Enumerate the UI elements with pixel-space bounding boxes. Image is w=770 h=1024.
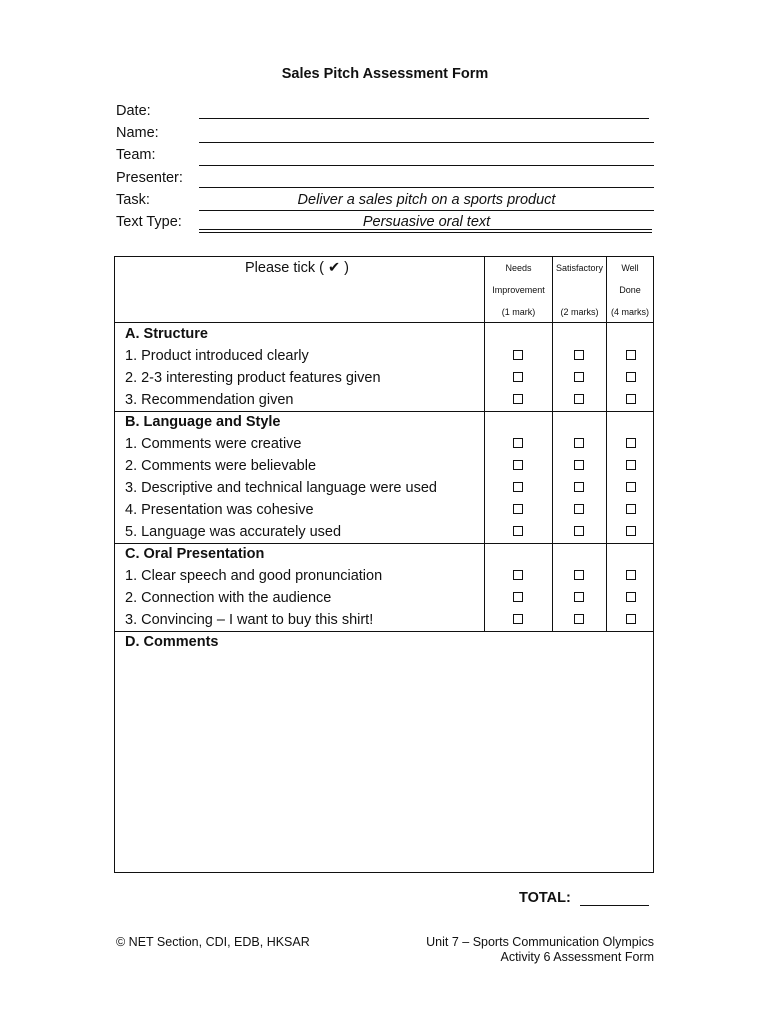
team-label: Team:: [116, 147, 156, 163]
checkbox-well-done[interactable]: [626, 372, 636, 382]
assessment-table: [114, 256, 654, 873]
criterion-item: 4. Presentation was cohesive: [125, 502, 314, 518]
checkbox-well-done[interactable]: [626, 350, 636, 360]
checkbox-satisfactory[interactable]: [574, 438, 584, 448]
date-field[interactable]: [199, 118, 649, 119]
total-field[interactable]: [580, 905, 649, 906]
task-label: Task:: [116, 192, 150, 208]
column-header-marks: (1 mark): [501, 307, 536, 317]
row-divider: [115, 631, 653, 632]
footer-unit-info: [426, 935, 654, 965]
footer-unit-title: Unit 7 – Sports Communication Olympics: [426, 935, 654, 949]
task-field[interactable]: [199, 210, 654, 211]
checkbox-satisfactory[interactable]: [574, 372, 584, 382]
column-header-line2: Improvement: [492, 285, 545, 295]
checkbox-needs-improvement[interactable]: [513, 504, 523, 514]
row-divider: [115, 543, 653, 544]
checkbox-needs-improvement[interactable]: [513, 614, 523, 624]
checkbox-well-done[interactable]: [626, 394, 636, 404]
criterion-item: 1. Product introduced clearly: [125, 348, 309, 364]
checkbox-needs-improvement[interactable]: [513, 438, 523, 448]
checkbox-needs-improvement[interactable]: [513, 460, 523, 470]
footer-activity-title: Activity 6 Assessment Form: [500, 950, 654, 964]
presenter-label: Presenter:: [116, 170, 183, 186]
checkbox-needs-improvement[interactable]: [513, 592, 523, 602]
row-divider: [115, 411, 653, 412]
name-label: Name:: [116, 125, 159, 141]
column-header-line1: Needs: [505, 263, 532, 273]
column-header-line1: Well: [621, 263, 639, 273]
checkbox-needs-improvement[interactable]: [513, 350, 523, 360]
name-field[interactable]: [199, 142, 654, 143]
please-tick-instruction: Please tick ( ✔ ): [245, 260, 350, 276]
checkbox-well-done[interactable]: [626, 526, 636, 536]
checkbox-well-done[interactable]: [626, 570, 636, 580]
column-header-satisfactory: [553, 257, 606, 323]
criterion-item: 3. Descriptive and technical language were used: [125, 480, 437, 496]
checkbox-satisfactory[interactable]: [574, 504, 584, 514]
column-header-line2: Done: [619, 285, 641, 295]
checkbox-needs-improvement[interactable]: [513, 372, 523, 382]
checkbox-needs-improvement[interactable]: [513, 570, 523, 580]
checkbox-satisfactory[interactable]: [574, 526, 584, 536]
criterion-item: 2. Comments were believable: [125, 458, 317, 474]
checkbox-well-done[interactable]: [626, 460, 636, 470]
criterion-item: 2. Connection with the audience: [125, 590, 332, 606]
criterion-item: 1. Comments were creative: [125, 436, 302, 452]
column-header-marks: (4 marks): [611, 307, 649, 317]
text-type-value: Persuasive oral text: [362, 214, 491, 230]
form-title: Sales Pitch Assessment Form: [281, 66, 489, 82]
checkbox-satisfactory[interactable]: [574, 350, 584, 360]
total-label: TOTAL:: [519, 890, 571, 906]
column-header-marks: (2 marks): [560, 307, 599, 317]
checkbox-well-done[interactable]: [626, 592, 636, 602]
section-title-language-and-style: B. Language and Style: [125, 414, 281, 430]
checkbox-well-done[interactable]: [626, 482, 636, 492]
criterion-item: 1. Clear speech and good pronunciation: [125, 568, 383, 584]
criterion-item: 3. Recommendation given: [125, 392, 294, 408]
date-label: Date:: [116, 103, 151, 119]
task-value: Deliver a sales pitch on a sports product: [297, 192, 556, 208]
checkbox-satisfactory[interactable]: [574, 460, 584, 470]
section-title-oral-presentation: C. Oral Presentation: [125, 546, 265, 562]
checkbox-well-done[interactable]: [626, 438, 636, 448]
checkbox-satisfactory[interactable]: [574, 394, 584, 404]
criterion-item: 5. Language was accurately used: [125, 524, 342, 540]
text-type-field[interactable]: [199, 229, 652, 233]
footer-copyright: © NET Section, CDI, EDB, HKSAR: [116, 935, 310, 949]
checkbox-well-done[interactable]: [626, 614, 636, 624]
checkbox-well-done[interactable]: [626, 504, 636, 514]
comments-area[interactable]: [116, 655, 652, 870]
text-type-label: Text Type:: [116, 214, 182, 230]
column-header-line1: Satisfactory: [555, 263, 604, 273]
team-field[interactable]: [199, 165, 654, 166]
presenter-field[interactable]: [199, 187, 654, 188]
column-header-well-done: [607, 257, 653, 323]
checkbox-needs-improvement[interactable]: [513, 482, 523, 492]
criterion-item: 3. Convincing – I want to buy this shirt!: [125, 612, 374, 628]
column-header-needs-improvement: [485, 257, 552, 323]
criterion-item: 2. 2-3 interesting product features given: [125, 370, 381, 386]
checkbox-satisfactory[interactable]: [574, 592, 584, 602]
checkbox-needs-improvement[interactable]: [513, 394, 523, 404]
checkbox-satisfactory[interactable]: [574, 570, 584, 580]
section-title-comments: D. Comments: [125, 634, 219, 650]
checkbox-needs-improvement[interactable]: [513, 526, 523, 536]
section-title-structure: A. Structure: [125, 326, 208, 342]
column-header-line2: [553, 279, 606, 301]
checkbox-satisfactory[interactable]: [574, 614, 584, 624]
checkbox-satisfactory[interactable]: [574, 482, 584, 492]
